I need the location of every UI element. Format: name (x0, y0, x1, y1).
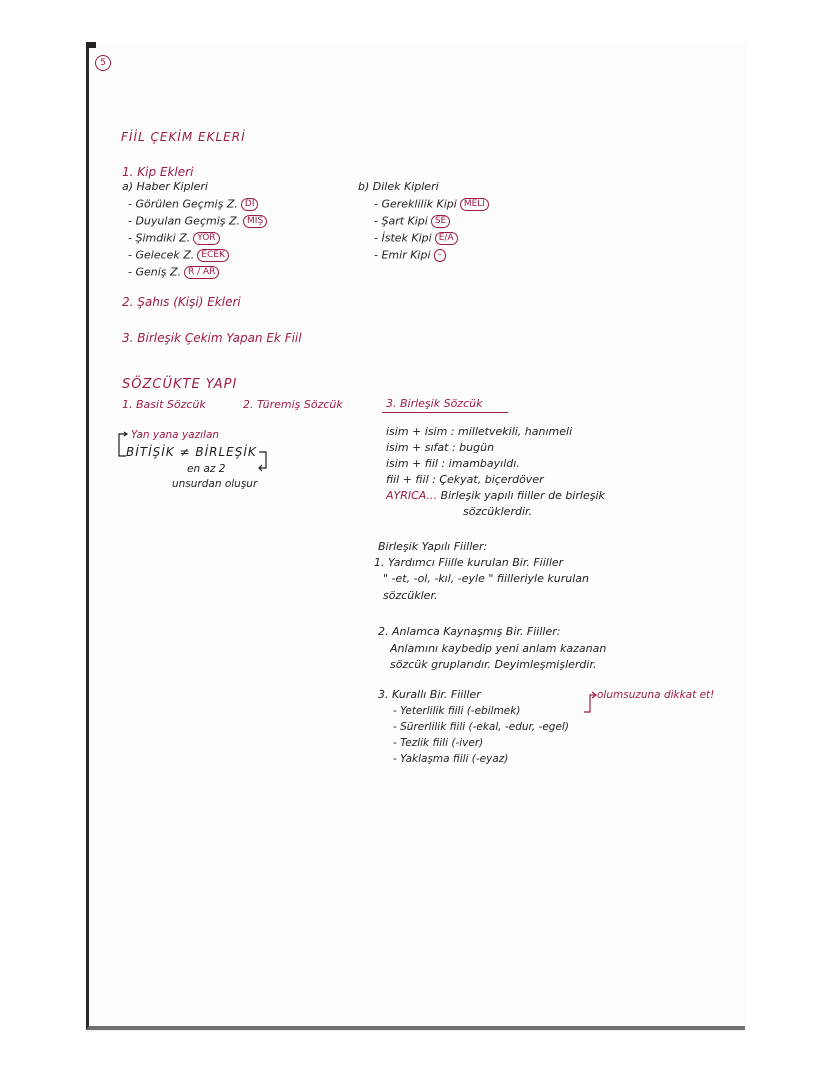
note-line1: Yan yana yazılan (131, 429, 220, 441)
haber-kipleri-heading: a) Haber Kipleri (122, 180, 208, 193)
haber-item: - Şimdiki Z. YOR (128, 232, 220, 245)
suffix-badge: R / AR (184, 266, 219, 279)
example-line: isim + isim : milletvekili, hanımeli (386, 425, 573, 438)
haber-item: - Duyulan Geçmiş Z. MIŞ (128, 215, 267, 228)
anlamca-line1: 2. Anlamca Kaynaşmış Bir. Fiiller: (378, 625, 561, 638)
arrow-icon (582, 690, 598, 716)
anlamca-line2: Anlamını kaybedip yeni anlam kazanan (390, 642, 607, 655)
dilek-item: - Emir Kipi – (374, 249, 446, 262)
anlamca-line3: sözcük gruplarıdır. Deyimleşmişlerdir. (390, 658, 597, 671)
kuralli-note: olumsuzuna dikkat et! (597, 689, 715, 701)
suffix-badge: YOR (193, 232, 219, 245)
suffix-badge: – (434, 249, 447, 262)
suffix-badge: MIŞ (243, 215, 267, 228)
example-line: fiil + fiil : Çekyat, biçerdöver (386, 473, 544, 486)
kip-ekleri-heading: 1. Kip Ekleri (122, 165, 194, 179)
note-line4: unsurdan oluşur (172, 478, 258, 490)
suffix-badge: ECEK (197, 249, 229, 262)
sozcukte-yapi-heading: SÖZCÜKTE YAPI (122, 377, 238, 392)
type-basit: 1. Basit Sözcük (122, 398, 206, 411)
ayrica-line2: sözcüklerdir. (463, 505, 533, 518)
yardimci-line3: sözcükler. (383, 589, 438, 602)
underline (382, 412, 508, 413)
suffix-badge: SE (431, 215, 450, 228)
kuralli-item: - Tezlik fiili (-iver) (393, 737, 484, 749)
haber-item: - Görülen Geçmiş Z. DI (128, 198, 258, 211)
note-line2: BİTİŞİK ≠ BİRLEŞİK (126, 445, 257, 459)
haber-item: - Gelecek Z. ECEK (128, 249, 229, 262)
ayrica-line: AYRICA... Birleşik yapılı fiiller de birleşik (386, 489, 605, 502)
birlesik-cekim-heading: 3. Birleşik Çekim Yapan Ek Fiil (122, 331, 302, 345)
example-line: isim + fiil : imambayıldı. (386, 457, 520, 470)
note-line3: en az 2 (187, 463, 226, 475)
type-birlesik: 3. Birleşik Sözcük (386, 397, 483, 410)
birlesik-fiiller-heading: Birleşik Yapılı Fiiller: (378, 540, 488, 553)
kuralli-item: - Yeterlilik fiili (-ebilmek) (393, 705, 521, 717)
yardimci-line1: 1. Yardımcı Fiille kurulan Bir. Fiiller (374, 556, 564, 569)
page-corner-mark (86, 42, 96, 48)
dilek-item: - Şart Kipi SE (374, 215, 450, 228)
dilek-item: - Gereklilik Kipi MELİ (374, 198, 489, 211)
page-title: FİİL ÇEKİM EKLERİ (121, 130, 246, 144)
kuralli-item: - Yaklaşma fiili (-eyaz) (393, 753, 509, 765)
dilek-item: - İstek Kipi E/A (374, 232, 458, 245)
example-line: isim + sıfat : bugün (386, 441, 495, 454)
return-arrow-icon (256, 450, 270, 474)
kuralli-item: - Sürerlilik fiili (-ekal, -edur, -egel) (393, 721, 569, 733)
suffix-badge: MELİ (460, 198, 489, 211)
page-number: 5 (95, 55, 111, 71)
kuralli-heading: 3. Kurallı Bir. Fiiller (378, 688, 481, 701)
suffix-badge: DI (241, 198, 259, 211)
haber-item: - Geniş Z. R / AR (128, 266, 219, 279)
yardimci-line2: " -et, -ol, -kıl, -eyle " fiilleriyle kurulan (383, 572, 589, 585)
suffix-badge: E/A (435, 232, 458, 245)
dilek-kipleri-heading: b) Dilek Kipleri (358, 180, 439, 193)
type-turemis: 2. Türemiş Sözcük (243, 398, 343, 411)
sahis-ekleri-heading: 2. Şahıs (Kişi) Ekleri (122, 295, 241, 309)
